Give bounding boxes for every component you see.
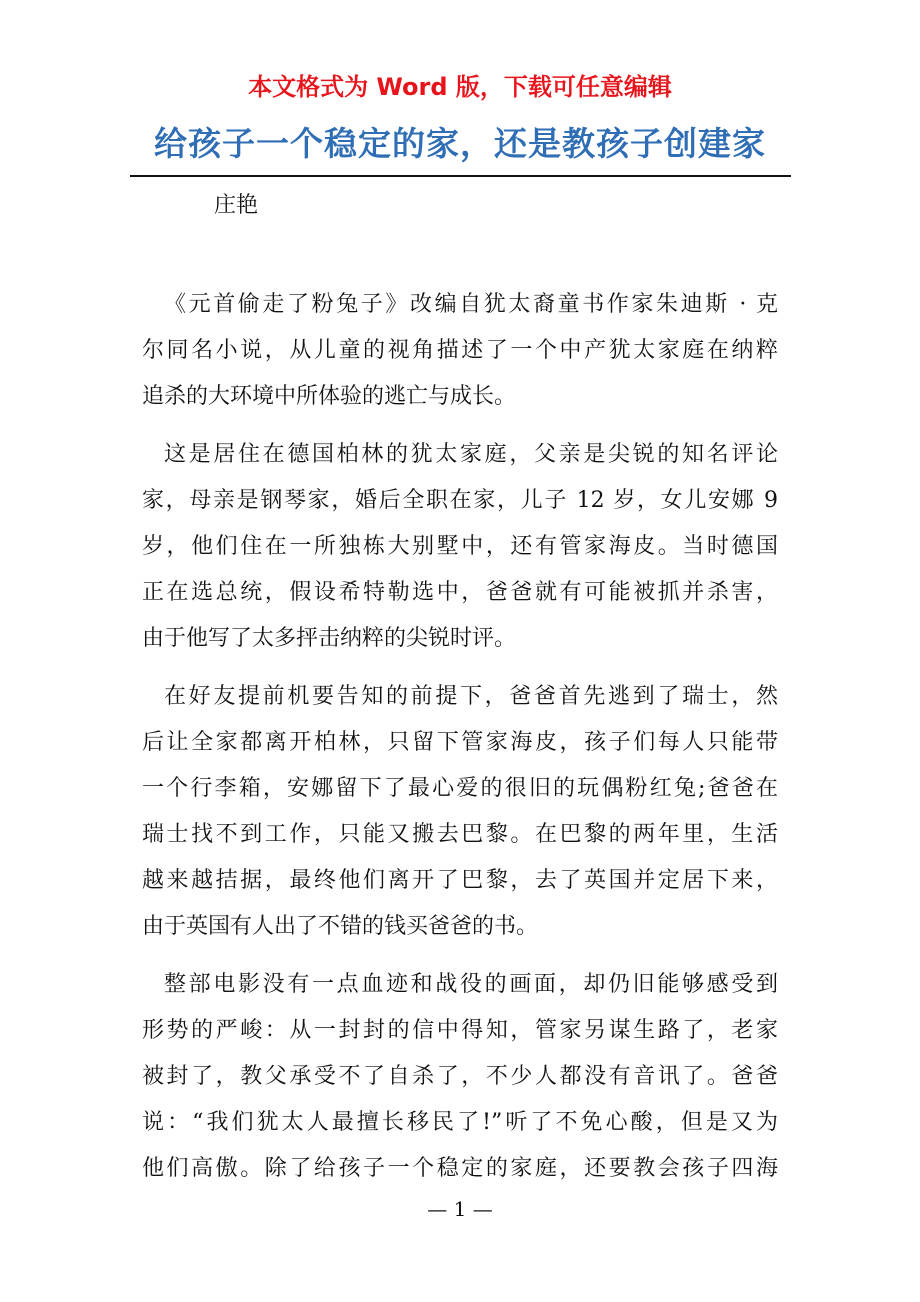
text-line: 后让全家都离开柏林，只留下管家海皮，孩子们每人只能带 — [142, 730, 778, 755]
text-line: 被封了，教父承受不了自杀了，不少人都没有音讯了。爸爸 — [142, 1064, 778, 1089]
text-line: 他们高傲。除了给孩子一个稳定的家庭，还要教会孩子四海 — [142, 1156, 778, 1181]
paragraph — [142, 432, 778, 662]
paragraph — [142, 674, 778, 950]
text-line: 这是居住在德国柏林的犹太家庭，父亲是尖锐的知名评论 — [164, 442, 778, 467]
text-line: 尔同名小说，从儿童的视角描述了一个中产犹太家庭在纳粹 — [142, 338, 778, 363]
format-notice-banner: 本文格式为 Word 版，下载可任意编辑 — [248, 73, 672, 101]
paragraph — [142, 282, 778, 420]
text-line: 正在选总统，假设希特勒选中，爸爸就有可能被抓并杀害， — [142, 580, 778, 605]
author-name: 庄艳 — [214, 193, 259, 218]
article-body — [142, 282, 778, 1204]
text-line: 瑞士找不到工作，只能又搬去巴黎。在巴黎的两年里，生活 — [142, 822, 778, 847]
text-line: 一个行李箱，安娜留下了最心爱的很旧的玩偶粉红兔;爸爸在 — [142, 776, 778, 801]
text-line: 家，母亲是钢琴家，婚后全职在家，儿子 12 岁，女儿安娜 9 — [142, 488, 778, 513]
title-divider — [130, 175, 791, 177]
text-line: 形势的严峻：从一封封的信中得知，管家另谋生路了，老家 — [142, 1018, 778, 1043]
article-title: 给孩子一个稳定的家，还是教孩子创建家 — [154, 124, 766, 163]
paragraph — [142, 962, 778, 1192]
text-line: 整部电影没有一点血迹和战役的画面，却仍旧能够感受到 — [164, 972, 778, 997]
text-line: 在好友提前机要告知的前提下，爸爸首先逃到了瑞士，然 — [164, 684, 778, 709]
text-line: 《元首偷走了粉兔子》改编自犹太裔童书作家朱迪斯 · 克 — [164, 292, 778, 317]
text-line: 由于英国有人出了不错的钱买爸爸的书。 — [142, 914, 539, 939]
text-line: 说：“我们犹太人最擅长移民了!”听了不免心酸，但是又为 — [142, 1110, 778, 1135]
text-line: 越来越拮据，最终他们离开了巴黎，去了英国并定居下来， — [142, 868, 778, 893]
text-line: 追杀的大环境中所体验的逃亡与成长。 — [142, 384, 517, 409]
page-number: — 1 — — [427, 1197, 493, 1221]
text-line: 由于他写了太多抨击纳粹的尖锐时评。 — [142, 626, 517, 651]
text-line: 岁，他们住在一所独栋大别墅中，还有管家海皮。当时德国 — [142, 534, 778, 559]
